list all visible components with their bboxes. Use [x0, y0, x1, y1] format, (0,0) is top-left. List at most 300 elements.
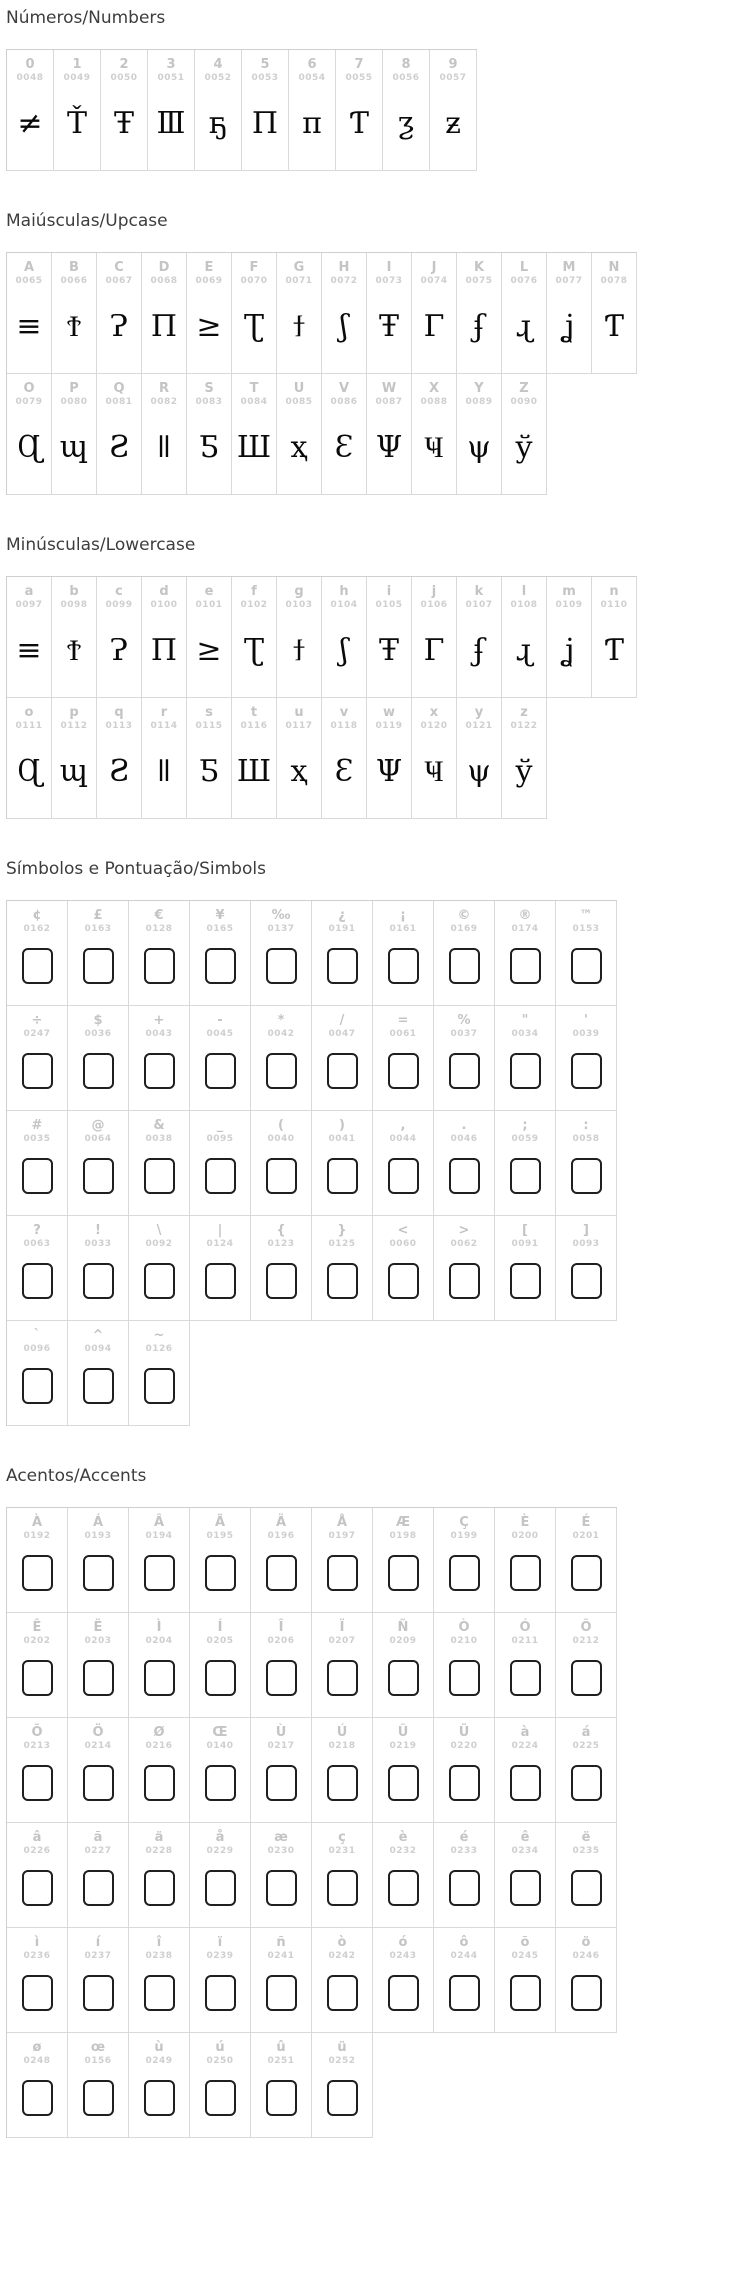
- glyph-cell: [68, 1006, 129, 1111]
- glyph-cell: [190, 1613, 251, 1718]
- glyph-cell: [129, 1321, 190, 1426]
- cell-character-label: ¢: [32, 908, 42, 923]
- cell-unicode-code: 0251: [267, 2056, 295, 2066]
- cell-character-label: Z: [519, 381, 529, 396]
- cell-character-label: W: [381, 381, 397, 396]
- accents-table: [6, 1507, 617, 2138]
- cell-character-label: V: [338, 381, 350, 396]
- cell-unicode-code: 0213: [23, 1741, 51, 1751]
- cell-character-label: d: [159, 584, 169, 599]
- notdef-box-icon: [205, 948, 236, 984]
- notdef-box-icon: [22, 1555, 53, 1591]
- glyph-cell: [190, 1928, 251, 2033]
- cell-character-label: Ã: [214, 1515, 226, 1530]
- notdef-box-icon: [327, 948, 358, 984]
- glyph-cell: [190, 1823, 251, 1928]
- glyph-cell: [434, 1006, 495, 1111]
- cell-character-label: Æ: [395, 1515, 411, 1530]
- cell-character-label: f: [251, 584, 257, 599]
- cell-character-label: y: [474, 705, 484, 720]
- cell-unicode-code: 0192: [23, 1531, 51, 1541]
- cell-unicode-code: 0246: [572, 1951, 600, 1961]
- font-glyph: ɰ: [59, 430, 89, 465]
- notdef-box-icon: [144, 1660, 175, 1696]
- notdef-box-icon: [83, 1975, 114, 2011]
- notdef-box-icon: [449, 1870, 480, 1906]
- cell-character-label: ¥: [215, 908, 225, 923]
- cell-unicode-code: 0112: [60, 721, 88, 731]
- glyph-cell: [495, 1613, 556, 1718]
- glyph-cell: [68, 1321, 129, 1426]
- cell-unicode-code: 0237: [84, 1951, 112, 1961]
- cell-character-label: M: [562, 260, 576, 275]
- cell-unicode-code: 0055: [345, 73, 373, 83]
- glyph-cell: [52, 253, 97, 374]
- cell-character-label: Ú: [336, 1725, 348, 1740]
- glyph-cell: [556, 1613, 617, 1718]
- cell-character-label: í: [95, 1935, 101, 1950]
- notdef-box-icon: [388, 1053, 419, 1089]
- cell-character-label: \: [156, 1223, 162, 1238]
- notdef-box-icon: [510, 1053, 541, 1089]
- glyph-cell: [129, 1613, 190, 1718]
- cell-character-label: á: [581, 1725, 591, 1740]
- glyph-cell: [190, 1216, 251, 1321]
- glyph-cell: [251, 1613, 312, 1718]
- cell-character-label: O: [23, 381, 35, 396]
- glyph-cell: [251, 1216, 312, 1321]
- font-glyph: Ƨ: [108, 430, 130, 465]
- notdef-box-icon: [144, 1263, 175, 1299]
- notdef-box-icon: [388, 1765, 419, 1801]
- cell-character-label: ~: [153, 1328, 165, 1343]
- cell-character-label: Ù: [275, 1725, 287, 1740]
- cell-unicode-code: 0099: [105, 600, 133, 610]
- glyph-cell: [367, 374, 412, 495]
- glyph-cell: [556, 1111, 617, 1216]
- glyph-cell: [556, 1928, 617, 2033]
- font-glyph: Ť: [66, 106, 87, 141]
- cell-character-label: *: [277, 1013, 285, 1028]
- notdef-box-icon: [83, 1660, 114, 1696]
- glyph-cell: [430, 50, 477, 171]
- cell-unicode-code: 0209: [389, 1636, 417, 1646]
- glyph-cell: [7, 1216, 68, 1321]
- font-glyph: ǁ: [156, 754, 172, 789]
- cell-unicode-code: 0197: [328, 1531, 356, 1541]
- font-glyph: Ƽ: [198, 754, 220, 789]
- cell-character-label: Ç: [459, 1515, 469, 1530]
- glyph-cell: [7, 577, 52, 698]
- cell-unicode-code: 0063: [23, 1239, 51, 1249]
- cell-character-label: R: [158, 381, 169, 396]
- font-glyph: Γ: [423, 309, 445, 344]
- cell-unicode-code: 0092: [145, 1239, 173, 1249]
- font-glyph: Π: [150, 309, 178, 344]
- glyph-cell: [556, 1508, 617, 1613]
- glyph-row: [7, 901, 617, 1006]
- cell-unicode-code: 0072: [330, 276, 358, 286]
- glyph-row: [7, 577, 637, 698]
- cell-unicode-code: 0103: [285, 600, 313, 610]
- cell-character-label: À: [31, 1515, 43, 1530]
- cell-unicode-code: 0090: [510, 397, 538, 407]
- cell-character-label: ¿: [338, 908, 346, 923]
- cell-character-label: ‰: [271, 908, 291, 923]
- glyph-cell: [129, 1718, 190, 1823]
- glyph-cell: [52, 698, 97, 819]
- glyph-cell: [312, 1508, 373, 1613]
- font-glyph: Π: [150, 633, 178, 668]
- notdef-box-icon: [571, 1765, 602, 1801]
- cell-character-label: à: [520, 1725, 530, 1740]
- cell-character-label: a: [24, 584, 34, 599]
- cell-character-label: û: [276, 2040, 286, 2055]
- glyph-cell: [7, 374, 52, 495]
- glyph-cell: [312, 1111, 373, 1216]
- glyph-row: [7, 1508, 617, 1613]
- cell-character-label: õ: [520, 1935, 530, 1950]
- cell-character-label: !: [95, 1223, 101, 1238]
- notdef-box-icon: [571, 1975, 602, 2011]
- cell-unicode-code: 0050: [110, 73, 138, 83]
- cell-unicode-code: 0087: [375, 397, 403, 407]
- glyph-cell: [190, 1006, 251, 1111]
- glyph-cell: [495, 1111, 556, 1216]
- glyph-cell: [312, 2033, 373, 2138]
- cell-character-label: é: [459, 1830, 469, 1845]
- glyph-cell: [277, 577, 322, 698]
- font-glyph: ϯ: [293, 309, 305, 344]
- glyph-cell: [68, 901, 129, 1006]
- notdef-box-icon: [510, 1870, 541, 1906]
- cell-unicode-code: 0060: [389, 1239, 417, 1249]
- glyph-cell: [187, 374, 232, 495]
- font-glyph: Ɛ: [334, 754, 354, 789]
- glyph-cell: [251, 901, 312, 1006]
- glyph-cell: [434, 1718, 495, 1823]
- glyph-cell: [251, 1111, 312, 1216]
- cell-character-label: 8: [401, 57, 411, 72]
- notdef-box-icon: [449, 1765, 480, 1801]
- notdef-box-icon: [205, 2080, 236, 2116]
- cell-character-label: ë: [581, 1830, 591, 1845]
- glyph-cell: [195, 50, 242, 171]
- cell-unicode-code: 0111: [15, 721, 43, 731]
- glyph-cell: [7, 1321, 68, 1426]
- glyph-cell: [322, 698, 367, 819]
- cell-character-label: G: [293, 260, 305, 275]
- glyph-cell: [190, 901, 251, 1006]
- glyph-cell: [412, 253, 457, 374]
- cell-unicode-code: 0214: [84, 1741, 112, 1751]
- cell-unicode-code: 0169: [450, 924, 478, 934]
- glyph-cell: [495, 901, 556, 1006]
- notdef-box-icon: [571, 1870, 602, 1906]
- cell-character-label: €: [154, 908, 164, 923]
- notdef-box-icon: [144, 1158, 175, 1194]
- cell-character-label: ,: [400, 1118, 406, 1133]
- cell-unicode-code: 0195: [206, 1531, 234, 1541]
- cell-character-label: ê: [520, 1830, 530, 1845]
- cell-unicode-code: 0078: [600, 276, 628, 286]
- font-glyph: Ⅲ: [156, 106, 186, 141]
- glyph-row: [7, 50, 477, 171]
- glyph-cell: [251, 1006, 312, 1111]
- cell-unicode-code: 0165: [206, 924, 234, 934]
- glyph-cell: [373, 1216, 434, 1321]
- section-uppercase: [6, 211, 730, 495]
- cell-character-label: L: [519, 260, 529, 275]
- notdef-box-icon: [449, 1660, 480, 1696]
- cell-unicode-code: 0059: [511, 1134, 539, 1144]
- cell-unicode-code: 0244: [450, 1951, 478, 1961]
- cell-unicode-code: 0082: [150, 397, 178, 407]
- glyph-cell: [68, 1111, 129, 1216]
- glyph-cell: [312, 1823, 373, 1928]
- cell-character-label: =: [397, 1013, 409, 1028]
- cell-unicode-code: 0250: [206, 2056, 234, 2066]
- glyph-cell: [434, 1508, 495, 1613]
- cell-unicode-code: 0226: [23, 1846, 51, 1856]
- cell-unicode-code: 0153: [572, 924, 600, 934]
- cell-character-label: k: [474, 584, 484, 599]
- font-glyph: ҳ: [290, 430, 308, 465]
- cell-character-label: ™: [579, 908, 593, 923]
- notdef-box-icon: [388, 1158, 419, 1194]
- cell-unicode-code: 0057: [439, 73, 467, 83]
- font-glyph: ƺ: [397, 106, 415, 141]
- cell-unicode-code: 0039: [572, 1029, 600, 1039]
- cell-unicode-code: 0104: [330, 600, 358, 610]
- notdef-box-icon: [22, 1368, 53, 1404]
- cell-unicode-code: 0115: [195, 721, 223, 731]
- cell-unicode-code: 0196: [267, 1531, 295, 1541]
- font-glyph: Ψ: [375, 430, 403, 465]
- font-glyph: ʄ: [473, 633, 485, 668]
- cell-character-label: o: [24, 705, 34, 720]
- cell-unicode-code: 0236: [23, 1951, 51, 1961]
- cell-unicode-code: 0191: [328, 924, 356, 934]
- cell-unicode-code: 0137: [267, 924, 295, 934]
- glyph-cell: [502, 374, 547, 495]
- glyph-cell: [54, 50, 101, 171]
- cell-unicode-code: 0067: [105, 276, 133, 286]
- glyph-row: [7, 698, 547, 819]
- cell-unicode-code: 0243: [389, 1951, 417, 1961]
- glyph-row: [7, 1216, 617, 1321]
- notdef-box-icon: [327, 1870, 358, 1906]
- symbols-table: [6, 900, 617, 1426]
- cell-unicode-code: 0098: [60, 600, 88, 610]
- notdef-box-icon: [388, 1660, 419, 1696]
- cell-character-label: -: [217, 1013, 223, 1028]
- glyph-cell: [52, 577, 97, 698]
- cell-character-label: n: [609, 584, 619, 599]
- glyph-cell: [592, 253, 637, 374]
- notdef-box-icon: [510, 1660, 541, 1696]
- glyph-row: [7, 1928, 617, 2033]
- lowercase-table: [6, 576, 637, 819]
- glyph-cell: [556, 1006, 617, 1111]
- cell-character-label: _: [216, 1118, 224, 1133]
- cell-character-label: Ë: [93, 1620, 103, 1635]
- glyph-cell: [412, 698, 457, 819]
- cell-character-label: Í: [217, 1620, 223, 1635]
- cell-unicode-code: 0075: [465, 276, 493, 286]
- cell-character-label: Á: [92, 1515, 104, 1530]
- cell-unicode-code: 0121: [465, 721, 493, 731]
- cell-unicode-code: 0120: [420, 721, 448, 731]
- cell-unicode-code: 0156: [84, 2056, 112, 2066]
- cell-character-label: `: [33, 1328, 41, 1343]
- notdef-box-icon: [327, 1263, 358, 1299]
- glyph-cell: [97, 698, 142, 819]
- cell-unicode-code: 0073: [375, 276, 403, 286]
- notdef-box-icon: [83, 1263, 114, 1299]
- cell-character-label: {: [276, 1223, 286, 1238]
- notdef-box-icon: [388, 948, 419, 984]
- cell-unicode-code: 0194: [145, 1531, 173, 1541]
- cell-character-label: [: [522, 1223, 528, 1238]
- cell-character-label: Õ: [31, 1725, 43, 1740]
- font-glyph: ʝ: [563, 309, 575, 344]
- cell-character-label: Â: [153, 1515, 165, 1530]
- cell-unicode-code: 0042: [267, 1029, 295, 1039]
- glyph-cell: [129, 1508, 190, 1613]
- cell-unicode-code: 0109: [555, 600, 583, 610]
- notdef-box-icon: [449, 948, 480, 984]
- notdef-box-icon: [205, 1263, 236, 1299]
- glyph-cell: [312, 1006, 373, 1111]
- cell-unicode-code: 0125: [328, 1239, 356, 1249]
- glyph-cell: [322, 577, 367, 698]
- font-glyph: Ϯ: [66, 309, 82, 344]
- cell-character-label: Ø: [153, 1725, 165, 1740]
- glyph-cell: [322, 374, 367, 495]
- cell-unicode-code: 0083: [195, 397, 223, 407]
- glyph-row: [7, 1111, 617, 1216]
- font-glyph: ў: [515, 754, 533, 789]
- section-title-numbers: Números/Numbers: [6, 8, 166, 28]
- glyph-cell: [412, 577, 457, 698]
- cell-character-label: $: [93, 1013, 103, 1028]
- cell-character-label: ]: [583, 1223, 589, 1238]
- cell-character-label: T: [249, 381, 259, 396]
- notdef-box-icon: [510, 1975, 541, 2011]
- glyph-cell: [373, 1718, 434, 1823]
- glyph-cell: [312, 901, 373, 1006]
- cell-unicode-code: 0126: [145, 1344, 173, 1354]
- cell-unicode-code: 0071: [285, 276, 313, 286]
- notdef-box-icon: [388, 1263, 419, 1299]
- notdef-box-icon: [266, 1555, 297, 1591]
- cell-character-label: ö: [581, 1935, 591, 1950]
- cell-unicode-code: 0203: [84, 1636, 112, 1646]
- cell-character-label: v: [339, 705, 349, 720]
- cell-unicode-code: 0124: [206, 1239, 234, 1249]
- glyph-cell: [7, 698, 52, 819]
- cell-unicode-code: 0091: [511, 1239, 539, 1249]
- glyph-cell: [7, 2033, 68, 2138]
- cell-character-label: ú: [215, 2040, 225, 2055]
- cell-unicode-code: 0227: [84, 1846, 112, 1856]
- glyph-cell: [97, 374, 142, 495]
- section-lowercase: [6, 535, 730, 819]
- glyph-cell: [373, 1613, 434, 1718]
- glyph-cell: [251, 1928, 312, 2033]
- glyph-cell: [457, 253, 502, 374]
- glyph-cell: [7, 50, 54, 171]
- cell-character-label: D: [158, 260, 170, 275]
- section-title-uppercase: Maiúsculas/Upcase: [6, 211, 168, 231]
- numbers-table: [6, 49, 477, 171]
- glyph-cell: [373, 1823, 434, 1928]
- cell-character-label: r: [160, 705, 168, 720]
- notdef-box-icon: [205, 1975, 236, 2011]
- cell-unicode-code: 0225: [572, 1741, 600, 1751]
- glyph-cell: [232, 253, 277, 374]
- glyph-cell: [7, 1111, 68, 1216]
- glyph-cell: [457, 698, 502, 819]
- notdef-box-icon: [571, 1158, 602, 1194]
- cell-unicode-code: 0096: [23, 1344, 51, 1354]
- cell-character-label: ç: [338, 1830, 346, 1845]
- section-title-lowercase: Minúsculas/Lowercase: [6, 535, 196, 555]
- notdef-box-icon: [205, 1660, 236, 1696]
- glyph-cell: [68, 1823, 129, 1928]
- cell-unicode-code: 0034: [511, 1029, 539, 1039]
- cell-unicode-code: 0224: [511, 1741, 539, 1751]
- notdef-box-icon: [327, 1975, 358, 2011]
- cell-unicode-code: 0037: [450, 1029, 478, 1039]
- cell-unicode-code: 0068: [150, 276, 178, 286]
- glyph-cell: [312, 1216, 373, 1321]
- cell-unicode-code: 0231: [328, 1846, 356, 1856]
- cell-character-label: ü: [337, 2040, 347, 2055]
- notdef-box-icon: [266, 1975, 297, 2011]
- cell-character-label: e: [204, 584, 214, 599]
- notdef-box-icon: [388, 1555, 419, 1591]
- notdef-box-icon: [22, 2080, 53, 2116]
- glyph-cell: [142, 577, 187, 698]
- cell-unicode-code: 0084: [240, 397, 268, 407]
- cell-character-label: K: [473, 260, 485, 275]
- cell-character-label: œ: [90, 2040, 106, 2055]
- cell-unicode-code: 0114: [150, 721, 178, 731]
- glyph-cell: [547, 253, 592, 374]
- glyph-cell: [190, 1508, 251, 1613]
- glyph-cell: [7, 1006, 68, 1111]
- cell-character-label: S: [204, 381, 214, 396]
- cell-character-label: Ä: [275, 1515, 287, 1530]
- cell-character-label: h: [339, 584, 349, 599]
- notdef-box-icon: [22, 1765, 53, 1801]
- section-accents: [6, 1466, 730, 2138]
- notdef-box-icon: [144, 948, 175, 984]
- cell-unicode-code: 0064: [84, 1134, 112, 1144]
- font-glyph: Ƭ: [603, 633, 624, 668]
- glyph-cell: [556, 901, 617, 1006]
- glyph-cell: [434, 1111, 495, 1216]
- font-glyph: ʄ: [473, 309, 485, 344]
- cell-character-label: p: [69, 705, 79, 720]
- glyph-cell: [495, 1216, 556, 1321]
- glyph-cell: [7, 1508, 68, 1613]
- notdef-box-icon: [83, 1368, 114, 1404]
- cell-unicode-code: 0041: [328, 1134, 356, 1144]
- font-glyph: ҳ: [290, 754, 308, 789]
